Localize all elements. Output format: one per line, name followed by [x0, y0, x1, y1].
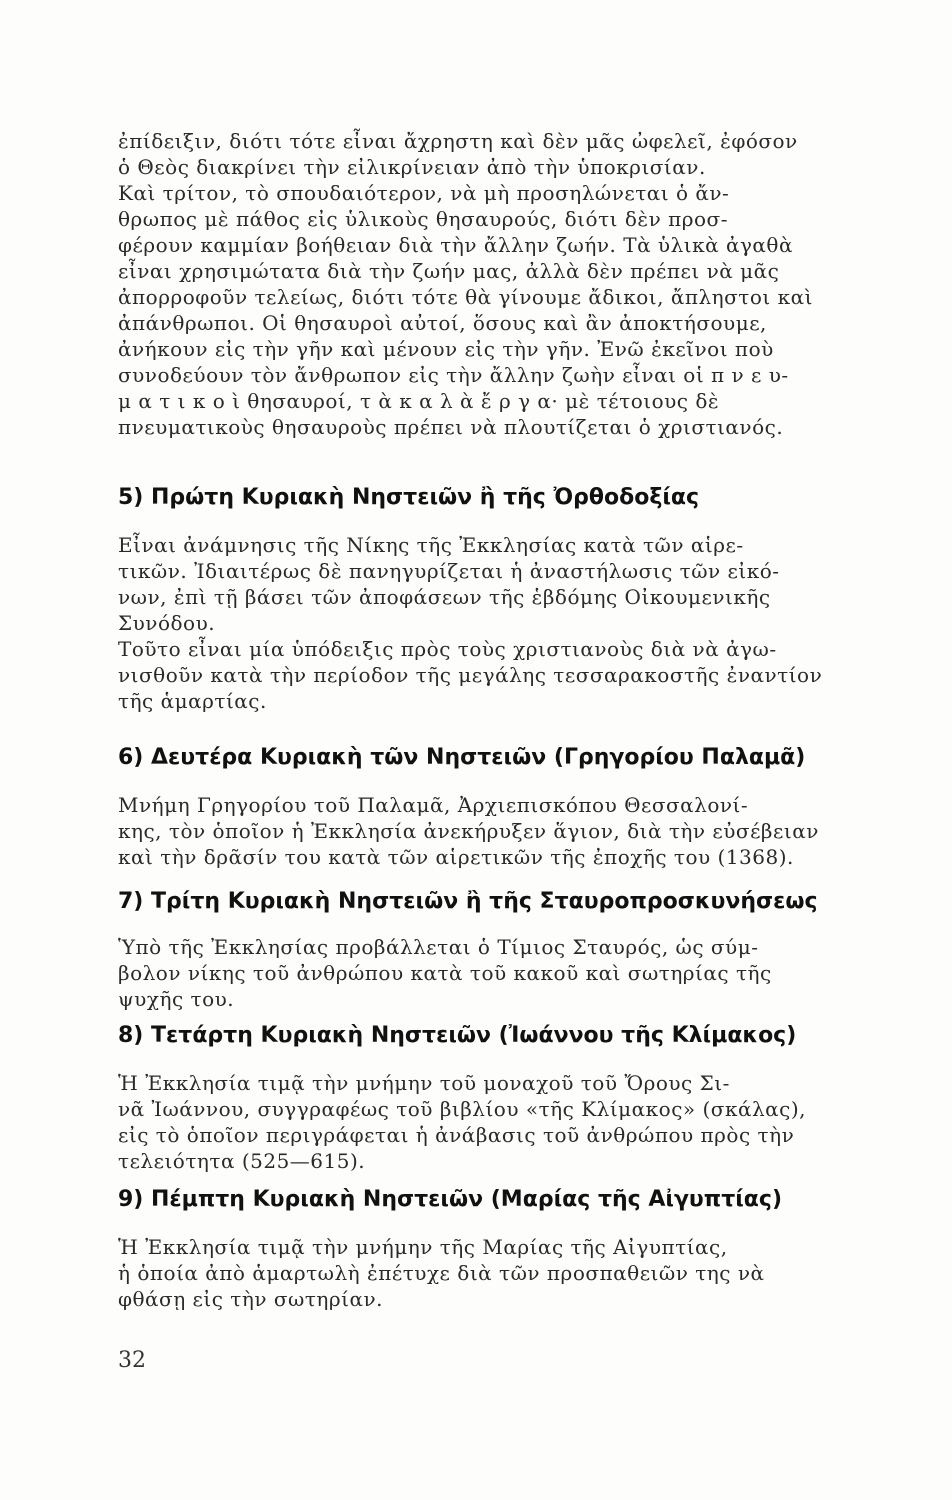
text-line: ἀπάνθρωποι. Οἱ θησαυροὶ αὐτοί, ὅσους καὶ ἂν ἀποκτήσουμε,: [118, 311, 767, 335]
text-line: νᾶ Ἰωάννου, συγγραφέως τοῦ βιβλίου «τῆς Κλίμακος» (σκάλας),: [118, 1097, 807, 1121]
text-line: Ὑπὸ τῆς Ἐκκλησίας προβάλλεται ὁ Τίμιος Σταυρός, ὡς σύμ-: [118, 935, 759, 959]
section-body: [118, 792, 866, 870]
text-line: συνοδεύουν τὸν ἄνθρωπον εἰς τὴν ἄλλην ζωὴν εἶναι οἱ π ν ε υ-: [118, 363, 789, 387]
text-line: ἀνήκουν εἰς τὴν γῆν καὶ μένουν εἰς τὴν γῆν. Ἐνῶ ἐκεῖνοι ποὺ: [118, 337, 774, 361]
text-line: πνευματικοὺς θησαυροὺς πρέπει νὰ πλουτίζεται ὁ χριστιανός.: [118, 415, 784, 439]
text-line: φέρουν καμμίαν βοήθειαν διὰ τὴν ἄλλην ζωήν. Τὰ ὑλικὰ ἀγαθὰ: [118, 233, 793, 257]
text-line: τῆς ἁμαρτίας.: [118, 689, 267, 713]
text-line: φθάσῃ εἰς τὴν σωτηρίαν.: [118, 1287, 383, 1311]
section-body: [118, 934, 866, 1012]
text-line: καὶ τὴν δρᾶσίν του κατὰ τῶν αἱρετικῶν τῆς ἐποχῆς του (1368).: [118, 845, 794, 869]
text-line: βολον νίκης τοῦ ἀνθρώπου κατὰ τοῦ κακοῦ καὶ σωτηρίας τῆς: [118, 961, 772, 985]
text-line: Τοῦτο εἶναι μία ὑπόδειξις πρὸς τοὺς χριστιανοὺς διὰ νὰ ἀγω-: [118, 637, 777, 661]
text-line: Ἡ Ἐκκλησία τιμᾷ τὴν μνήμην τοῦ μοναχοῦ τοῦ Ὄρους Σι-: [118, 1071, 730, 1095]
section-body: [118, 532, 866, 714]
section-heading: 8) Τετάρτη Κυριακὴ Νηστειῶν (Ἰωάννου τῆς Κλίμακος): [118, 1023, 797, 1048]
section-heading: 9) Πέμπτη Κυριακὴ Νηστειῶν (Μαρίας τῆς Αἰγυπτίας): [118, 1187, 783, 1212]
section-heading: 7) Τρίτη Κυριακὴ Νηστειῶν ἢ τῆς Σταυροπροσκυνήσεως: [118, 889, 818, 914]
text-line: Ἡ Ἐκκλησία τιμᾷ τὴν μνήμην τῆς Μαρίας τῆς Αἰγυπτίας,: [118, 1235, 728, 1259]
section-heading: 5) Πρώτη Κυριακὴ Νηστειῶν ἢ τῆς Ὀρθοδοξίας: [118, 485, 700, 510]
text-line: ψυχῆς του.: [118, 987, 235, 1011]
text-line: νων, ἐπὶ τῇ βάσει τῶν ἀποφάσεων τῆς ἑβδόμης Οἰκουμενικῆς: [118, 585, 771, 609]
text-line: Εἶναι ἀνάμνησις τῆς Νίκης τῆς Ἐκκλησίας κατὰ τῶν αἱρε-: [118, 533, 744, 557]
text-line: ἡ ὁποία ἀπὸ ἁμαρτωλὴ ἐπέτυχε διὰ τῶν προσπαθειῶν της νὰ: [118, 1261, 765, 1285]
text-line: τικῶν. Ἰδιαιτέρως δὲ πανηγυρίζεται ἡ ἀναστήλωσις τῶν εἰκό-: [118, 559, 780, 583]
text-line: μ α τ ι κ ο ὶ θησαυροί, τ ὰ κ α λ ὰ ἔ ρ γ α· μὲ τέτοιους δὲ: [118, 389, 720, 413]
text-line: εἶναι χρησιμώτατα διὰ τὴν ζωήν μας, ἀλλὰ δὲν πρέπει νὰ μᾶς: [118, 259, 780, 283]
text-line: νισθοῦν κατὰ τὴν περίοδον τῆς μεγάλης τεσσαρακοστῆς ἐναντίον: [118, 663, 823, 687]
text-line: κης, τὸν ὁποῖον ἡ Ἐκκλησία ἀνεκήρυξεν ἅγιον, διὰ τὴν εὐσέβειαν: [118, 819, 819, 843]
text-line: Συνόδου.: [118, 611, 216, 635]
page-number: 32: [118, 1348, 146, 1373]
text-line: θρωπος μὲ πάθος εἰς ὑλικοὺς θησαυρούς, διότι δὲν προσ-: [118, 207, 728, 231]
text-line: ἐπίδειξιν, διότι τότε εἶναι ἄχρηστη καὶ δὲν μᾶς ὠφελεῖ, ἐφόσον: [118, 129, 798, 153]
intro-paragraph: [118, 128, 866, 440]
text-line: ἀπορροφοῦν τελείως, διότι τότε θὰ γίνουμε ἄδικοι, ἄπληστοι καὶ: [118, 285, 813, 309]
section-body: [118, 1234, 866, 1312]
text-line: Μνήμη Γρηγορίου τοῦ Παλαμᾶ, Ἀρχιεπισκόπου Θεσσαλονί-: [118, 793, 749, 817]
text-line: Καὶ τρίτον, τὸ σπουδαιότερον, νὰ μὴ προσηλώνεται ὁ ἄν-: [118, 181, 730, 205]
text-line: εἰς τὸ ὁποῖον περιγράφεται ἡ ἀνάβασις τοῦ ἀνθρώπου πρὸς τὴν: [118, 1123, 795, 1147]
section-body: [118, 1070, 866, 1174]
text-line: τελειότητα (525—615).: [118, 1149, 366, 1173]
text-line: ὁ Θεὸς διακρίνει τὴν εἰλικρίνειαν ἀπὸ τὴν ὑποκρισίαν.: [118, 155, 706, 179]
section-heading: 6) Δευτέρα Κυριακὴ τῶν Νηστειῶν (Γρηγορίου Παλαμᾶ): [118, 745, 806, 770]
